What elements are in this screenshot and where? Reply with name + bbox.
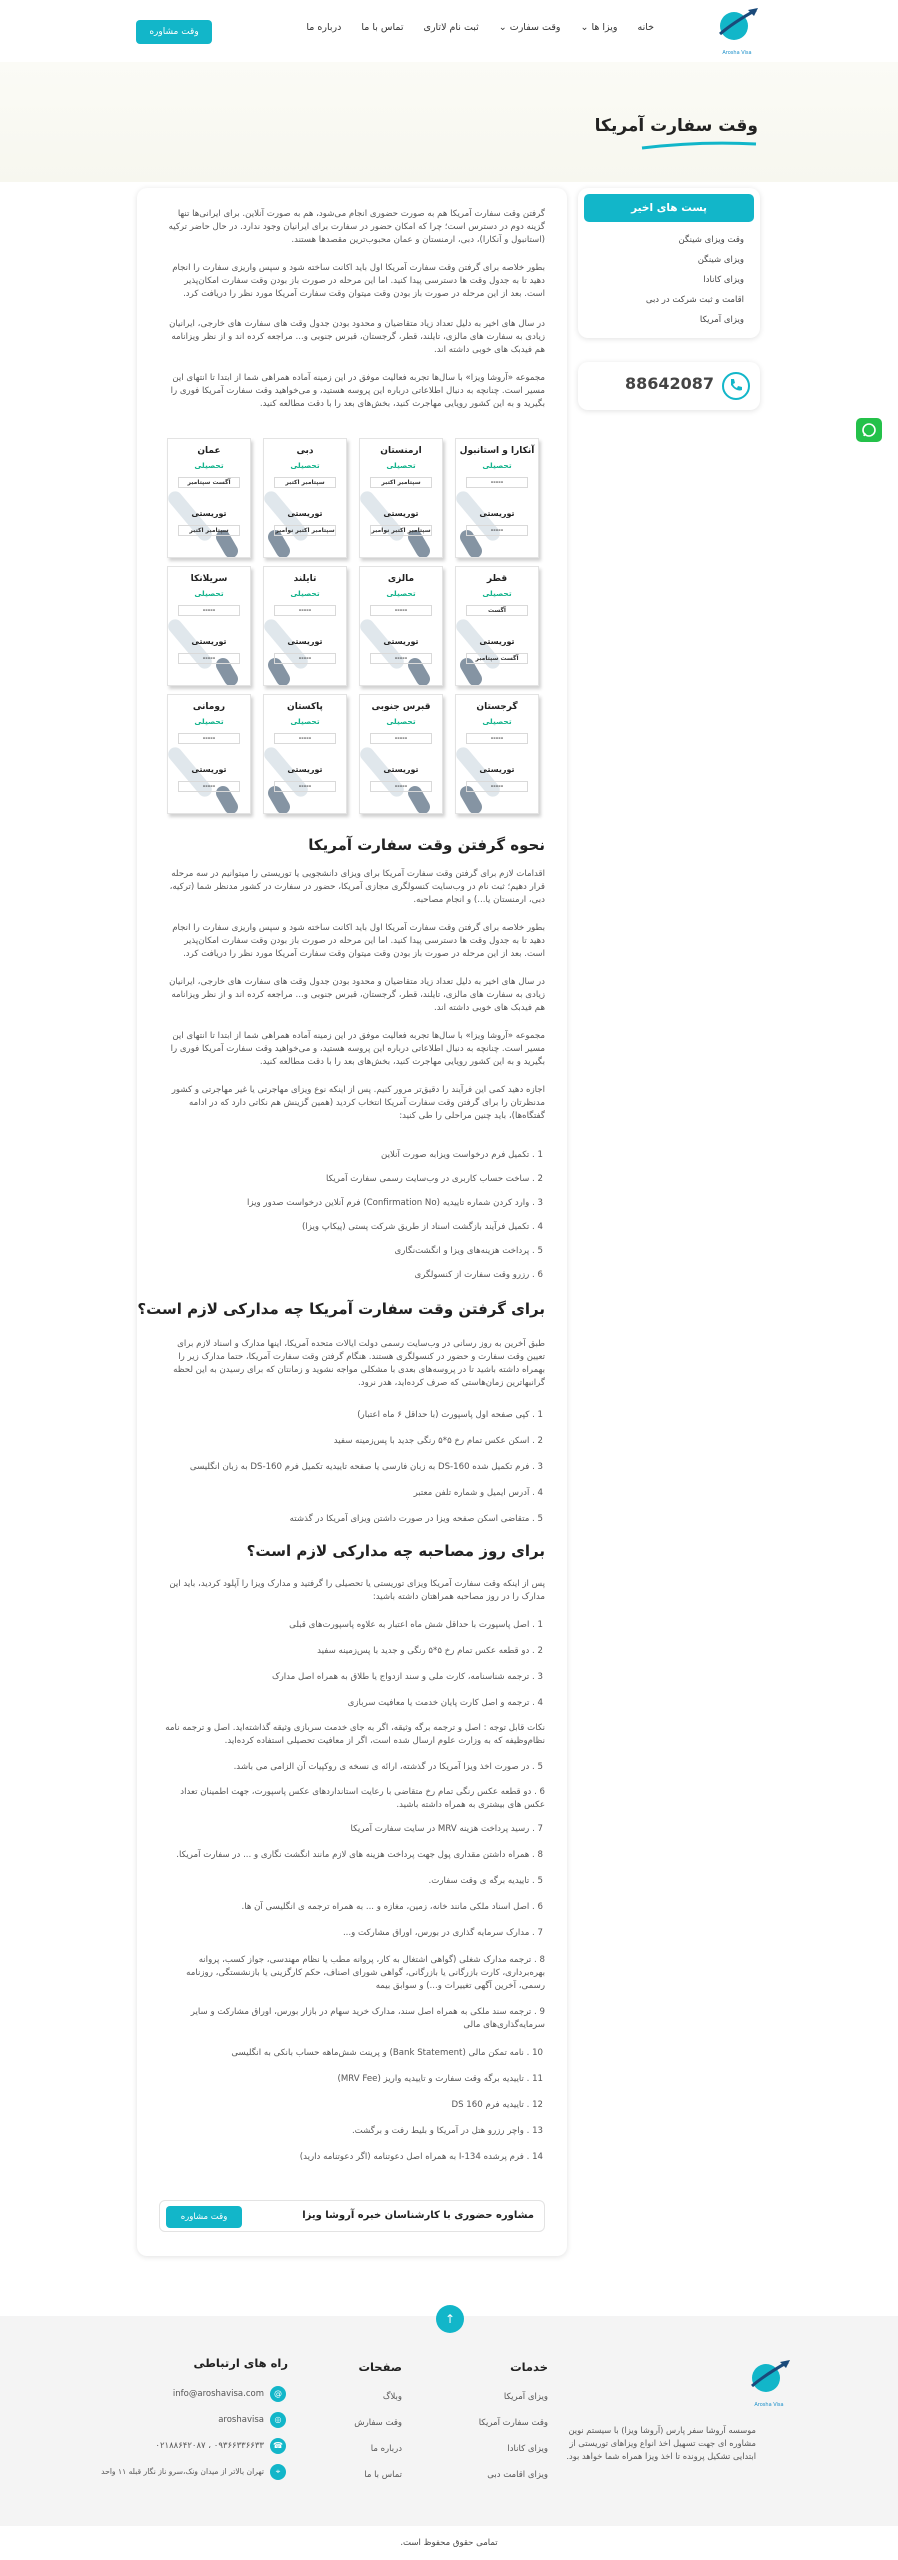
consult-button[interactable]: وقت مشاوره bbox=[136, 20, 212, 44]
hero-banner bbox=[0, 62, 898, 182]
how-step: 2 . ساخت حساب کاربری در وب‌سایت رسمی سفارت آمریکا bbox=[325, 1174, 543, 1184]
visa-months: ----- bbox=[178, 653, 240, 664]
interview-item: 10 . نامه تمکن مالی (Bank Statement) و پرینت شش‌ماهه حساب بانکی به انگلیسی bbox=[231, 2048, 543, 2058]
footer-services-title: خدمات bbox=[510, 2360, 548, 2374]
visa-type-student: تحصیلی bbox=[386, 589, 416, 598]
footer-logo[interactable] bbox=[744, 2356, 794, 2410]
nav-about[interactable]: درباره ما bbox=[306, 22, 342, 33]
visa-card bbox=[167, 566, 251, 686]
footer-address: تهران بالاتر از میدان ونک،سرو ناز نگار قبله ۱۱ واحد bbox=[101, 2467, 264, 2476]
heading-how: نحوه گرفتن وقت سفارت آمریکا bbox=[308, 836, 545, 854]
visa-months: ----- bbox=[178, 733, 240, 744]
visa-type-student: تحصیلی bbox=[482, 589, 512, 598]
footer-service-link[interactable]: ویزای اقامت دبی bbox=[487, 2470, 548, 2480]
interview-item: 8 . ترجمه مدارک شغلی (گواهی اشتغال به کار، پروانه مطب یا نظام مهندسی، جواز کسب، پروانه بهره‌برداری، کارت بازرگانی یا بازرگانی، گواهی شورای اصناف، حکم کارگزینی یا بازنشستگی، روزنامه رسمی، آخرین آگهی تغییرات و...) و سوابق بیمه bbox=[186, 1955, 545, 1991]
footer-service-link[interactable]: ویزای کانادا bbox=[507, 2444, 548, 2454]
visa-card bbox=[455, 694, 539, 814]
documents-paragraph: طبق آخرین به روز رسانی در وب‌سایت رسمی دولت ایالات متحده آمریکا، اینها مدارک و اسناد لازم برای تعیین وقت سفارت و حضور در کنسولگری هستند. هنگام گرفتن وقت سفارت آمریکا، حتما مدارک زیر را بهمراه داشته باشید تا در پروسه‌های بعدی با مشکلی مواجه نشوید و زمانتان که برای رسیدن به این لحظه گرانبهاترین زمان‌هاستی که صرف کرده‌اید، هدر نرود. bbox=[173, 1339, 545, 1388]
visa-card bbox=[455, 438, 539, 558]
visa-card-country: قطر bbox=[486, 574, 508, 584]
footer-pages-title: صفحات bbox=[358, 2360, 402, 2374]
document-item: 3 . فرم تکمیل شده DS-160 به زبان فارسی یا صفحه تاییدیه تکمیل فرم DS-160 به زبان انگلیسی bbox=[189, 1462, 543, 1472]
visa-months: آگست bbox=[466, 605, 528, 616]
visa-type-tourist: توریستی bbox=[287, 637, 323, 646]
visa-months: ----- bbox=[466, 733, 528, 744]
nav-visas[interactable]: ویزا ها ⌄ bbox=[580, 22, 618, 33]
visa-card bbox=[167, 438, 251, 558]
visa-type-student: تحصیلی bbox=[290, 461, 320, 470]
visa-type-student: تحصیلی bbox=[194, 589, 224, 598]
visa-card-country: آنکارا و استانبول bbox=[459, 446, 535, 456]
interview-item: 9 . ترجمه سند ملکی به همراه اصل سند، مدارک خرید سهام در بازار بورس، اوراق مشارکت و سایر سرمایه‌گذاری‌های مالی bbox=[190, 2007, 545, 2030]
location-icon: ⌖ bbox=[270, 2464, 286, 2480]
visa-type-tourist: توریستی bbox=[383, 765, 419, 774]
visa-type-tourist: توریستی bbox=[479, 765, 515, 774]
visa-type-student: تحصیلی bbox=[386, 717, 416, 726]
visa-months: ----- bbox=[370, 781, 432, 792]
visa-months: ----- bbox=[274, 653, 336, 664]
nav-embassy[interactable]: وقت سفارت ⌄ bbox=[498, 22, 561, 33]
visa-months: ----- bbox=[370, 733, 432, 744]
document-item: 1 . کپی صفحه اول پاسپورت (با حداقل ۶ ماه اعتبار) bbox=[357, 1410, 543, 1420]
footer-logo-caption: Arosha Visa bbox=[754, 2402, 784, 2408]
how-paragraph: در سال های اخیر به دلیل تعداد زیاد متقاضیان و محدود بودن جدول وقت های سفارت های خارجی، ایرانیان زیادی به سفارت های مالزی، تایلند، قطر، گرجستان، قبرس جنوبی و... مراجعه کرده اند و از نظر ویزانامه هم فیدبک های خوبی داشته اند. bbox=[169, 977, 545, 1013]
visa-months: ----- bbox=[178, 781, 240, 792]
recent-post-item[interactable]: ویزای آمریکا bbox=[699, 315, 744, 325]
visa-months: آگست سپتامبر bbox=[178, 477, 240, 488]
visa-card-country: قبرس جنوبی bbox=[371, 702, 431, 712]
phone-icon bbox=[722, 372, 750, 400]
copyright: تمامی حقوق محفوظ است. bbox=[0, 2526, 898, 2560]
visa-months: ----- bbox=[274, 781, 336, 792]
footer-page-link[interactable]: درباره ما bbox=[370, 2444, 402, 2454]
instagram-icon: ◎ bbox=[270, 2412, 286, 2428]
visa-months: ----- bbox=[274, 605, 336, 616]
recent-post-item[interactable]: ویزای شینگن bbox=[697, 255, 744, 265]
visa-type-tourist: توریستی bbox=[383, 509, 419, 518]
visa-card-country: پاکستان bbox=[287, 702, 323, 712]
footer-page-link[interactable]: وقت سفارش bbox=[354, 2418, 402, 2428]
footer-instagram[interactable]: aroshavisa bbox=[218, 2415, 264, 2425]
visa-type-student: تحصیلی bbox=[194, 461, 224, 470]
visa-card bbox=[359, 694, 443, 814]
visa-card bbox=[359, 566, 443, 686]
footer-email[interactable]: info@aroshavisa.com bbox=[172, 2389, 264, 2399]
visa-card-country: مالزی bbox=[387, 574, 415, 584]
footer-about: موسسه آروشا سفر پارس (آروشا ویزا) با سیستم نوین مشاوره ای جهت تسهیل اخذ انواع ویزاهای توریستی از ابتدایی تشکیل پرونده تا اخذ ویزا همراه شما خواهد بود. bbox=[566, 2425, 756, 2461]
interview-item: 7 . مدارک سرمایه گذاری در بورس، اوراق مشارکت و... bbox=[342, 1928, 543, 1938]
page-title: وقت سفارت آمریکا bbox=[594, 116, 758, 136]
how-paragraph: اقدامات لازم برای گرفتن وقت سفارت آمریکا برای ویزای دانشجویی یا توریستی را میتوانیم در سه مرحله قرار دهیم؛ ثبت نام در وب‌سایت کنسولگری مجازی آمریکا، حضور در سفارت در کشور مدنظر شما (ترکیه، دبی، ارمنستان یا...) و انجام مصاحبه. bbox=[169, 869, 545, 905]
visa-months: ----- bbox=[370, 605, 432, 616]
recent-posts-list bbox=[646, 230, 744, 330]
how-step: 5 . پرداخت هزینه‌های ویزا و انگشت‌نگاری bbox=[394, 1246, 543, 1256]
interview-item: 5 . در صورت اخذ ویزا آمریکا در گذشته، ارائه ی نسخه ی روکپیات آن الزامی می باشد. bbox=[233, 1762, 543, 1772]
visa-card bbox=[263, 566, 347, 686]
how-paragraph: مجموعه «آروشا ویزا» با سال‌ها تجربه فعالیت موفق در این زمینه آماده همراهی شما از ابتدا تا انتهای این مسیر است. چنانچه به دنبال اطلاعاتی درباره این پروسه هستید، و می‌خواهید وقت سفارت آمریکا فوری را بگیرید و به این کشور رویایی مهاجرت کنید، بخش‌های بعد را با دقت مطالعه کنید. bbox=[170, 1031, 545, 1067]
whatsapp-icon[interactable] bbox=[856, 418, 882, 442]
visa-card bbox=[263, 438, 347, 558]
intro-paragraph: مجموعه «آروشا ویزا» با سال‌ها تجربه فعالیت موفق در این زمینه آماده همراهی شما از ابتدا تا انتهای این مسیر است. چنانچه به دنبال اطلاعاتی درباره این پروسه هستید، و می‌خواهید وقت سفارت آمریکا فوری را بگیرید و به این کشور رویایی مهاجرت کنید، بخش‌های بعد را با دقت مطالعه کنید. bbox=[170, 373, 545, 409]
visa-card-country: رومانی bbox=[192, 702, 226, 712]
footer-page-link[interactable]: وبلاگ bbox=[382, 2392, 402, 2402]
footer-contact-title: راه های ارتباطی bbox=[193, 2356, 288, 2370]
visa-type-student: تحصیلی bbox=[386, 461, 416, 470]
nav-home[interactable]: خانه bbox=[637, 22, 654, 33]
intro-paragraph: گرفتن وقت سفارت آمریکا هم به صورت حضوری انجام می‌شود، هم به صورت آنلاین. برای ایرانی‌ها تنها گزینه دوم در دسترس است؛ چرا که امکان حضور در سفارت برای ایرانیان وجود ندارد. در حال حاضر ترکیه (استانبول و آنکارا)، دبی، ارمنستان و عمان محبوب‌ترین مقصدها هستند. bbox=[168, 209, 545, 245]
interview-note: نکات قابل توجه : اصل و ترجمه برگه وثیقه، اگر به جای خدمت سربازی وثیقه گذاشته‌اید. اصل و ترجمه نامه نظام‌وظیفه که به وزارت علوم ارسال شده است، اگر از معافیت تحصیلی استفاده کرده‌اید. bbox=[165, 1723, 545, 1746]
visa-type-student: تحصیلی bbox=[290, 717, 320, 726]
visa-type-student: تحصیلی bbox=[482, 717, 512, 726]
visa-months: سپتامبر اکتبر نوامبر bbox=[275, 527, 335, 534]
interview-item: 7 . رسید پرداخت هزینه MRV در سایت سفارت آمریکا bbox=[350, 1824, 543, 1834]
recent-post-item[interactable]: وقت ویزای شینگن bbox=[678, 235, 744, 245]
visa-type-tourist: توریستی bbox=[287, 765, 323, 774]
footer-service-link[interactable]: ویزای آمریکا bbox=[503, 2392, 548, 2402]
interview-item: 1 . اصل پاسپورت با حداقل شش ماه اعتبار به علاوه پاسپورت‌های قبلی bbox=[289, 1620, 543, 1630]
visa-card bbox=[359, 438, 443, 558]
recent-posts-card bbox=[578, 188, 760, 338]
footer-page-link[interactable]: تماس با ما bbox=[364, 2470, 402, 2480]
visa-card-country: ارمنستان bbox=[380, 446, 422, 456]
interview-item: 14 . فرم پرشده I-134 به همراه اصل دعوتنامه (اگر دعوتنامه دارید) bbox=[299, 2152, 543, 2162]
email-icon: @ bbox=[270, 2386, 286, 2402]
visa-months: سپتامبر اکتبر bbox=[178, 525, 240, 536]
visa-type-tourist: توریستی bbox=[191, 509, 227, 518]
visa-card-country: تایلند bbox=[293, 574, 317, 584]
interview-item: 3 . ترجمه شناسنامه، کارت ملی و سند ازدواج یا طلاق به همراه اصل مدارک bbox=[271, 1672, 543, 1682]
visa-months: سپتامبر اکتبر نوامبر bbox=[371, 527, 431, 534]
visa-type-tourist: توریستی bbox=[191, 765, 227, 774]
how-step: 1 . تکمیل فرم درخواست ویزابه صورت آنلاین bbox=[381, 1150, 543, 1160]
heading-documents: برای گرفتن وقت سفارت آمریکا چه مدارکی لازم است؟ bbox=[137, 1300, 545, 1318]
visa-type-student: تحصیلی bbox=[194, 717, 224, 726]
intro-paragraph: بطور خلاصه برای گرفتن وقت سفارت آمریکا اول باید اکانت ساخته شود و سپس واریزی سفارت را انجام دهید تا به جدول وقت ها دسترسی پیدا کنید. اما این مرحله در صورت باز بودن وقت سفارت امکان‌پذیر است. بعد از این مرحله در صورت باز بودن وقت میتوان وقت سفارت آمریکا مورد نظر را دریافت کرد. bbox=[172, 263, 545, 299]
nav-contact[interactable]: تماس با ما bbox=[361, 22, 404, 33]
site-footer bbox=[0, 2316, 898, 2526]
interview-item: 4 . ترجمه و اصل کارت پایان خدمت یا معافیت سربازی bbox=[347, 1698, 543, 1708]
visa-card bbox=[263, 694, 347, 814]
visa-type-tourist: توریستی bbox=[479, 637, 515, 646]
nav-lottery[interactable]: ثبت نام لاتاری bbox=[423, 22, 479, 33]
recent-posts-title: پست های اخیر bbox=[584, 194, 754, 222]
phone-icon: ☎ bbox=[270, 2438, 286, 2454]
document-item: 4 . آدرس ایمیل و شماره تلفن معتبر bbox=[413, 1488, 543, 1498]
recent-post-item[interactable]: ویزای کانادا bbox=[703, 275, 744, 285]
consult-box bbox=[159, 2200, 545, 2232]
interview-item: 2 . دو قطعه عکس تمام رخ ۵*۵ رنگی و جدید با پس‌زمینه سفید bbox=[317, 1646, 543, 1656]
logo-caption: Arosha Visa bbox=[722, 50, 752, 56]
interview-item: 5 . تاییدیه برگه ی وقت سفارت. bbox=[428, 1876, 543, 1886]
visa-card bbox=[455, 566, 539, 686]
how-paragraph: بطور خلاصه برای گرفتن وقت سفارت آمریکا اول باید اکانت ساخته شود و سپس واریزی سفارت را انجام دهید تا به جدول وقت ها دسترسی پیدا کنید. اما این مرحله در صورت باز بودن وقت سفارت امکان‌پذیر است. بعد از این مرحله در صورت باز بودن وقت میتوان وقت سفارت آمریکا مورد نظر را دریافت کرد. bbox=[172, 923, 545, 959]
visa-type-tourist: توریستی bbox=[383, 637, 419, 646]
visa-card-country: عمان bbox=[197, 446, 221, 456]
visa-card-country: سریلانکا bbox=[190, 574, 228, 584]
article-card bbox=[137, 188, 567, 2256]
how-step: 4 . تکمیل فرآیند بازگشت اسناد از طریق شرکت پستی (پیکاپ ویزا) bbox=[302, 1222, 543, 1232]
site-header bbox=[0, 0, 898, 62]
main-nav bbox=[306, 22, 654, 33]
phone-number: 88642087 bbox=[624, 374, 714, 393]
visa-months: سپتامبر اکتبر bbox=[370, 477, 432, 488]
visa-months: ----- bbox=[466, 477, 528, 488]
footer-service-link[interactable]: وقت سفارت آمریکا bbox=[478, 2418, 548, 2428]
visa-months: ----- bbox=[274, 733, 336, 744]
how-step: 3 . وارد کردن شماره تاییدیه (Confirmation No) فرم آنلاین درخواست صدور ویزا bbox=[247, 1198, 543, 1208]
visa-type-student: تحصیلی bbox=[482, 461, 512, 470]
visa-card-country: گرجستان bbox=[476, 702, 518, 712]
how-step: 6 . رزرو وقت سفارت از کنسولگری bbox=[414, 1270, 543, 1280]
interview-item: 11 . تاییدیه برگه وقت سفارت و تاییدیه واریز (MRV Fee) bbox=[337, 2074, 543, 2084]
footer-phones[interactable]: ۰۹۳۶۶۳۳۶۶۳۳ ، ۰۲۱۸۸۶۴۲۰۸۷ bbox=[155, 2441, 264, 2451]
interview-paragraph: پس از اینکه وقت سفارت آمریکا ویزای توریستی یا تحصیلی را گرفتید و مدارک ویزا را آپلود کردید، باید این مدارک را در روز مصاحبه همراهتان داشته باشید: bbox=[169, 1579, 545, 1602]
interview-item: 6 . دو قطعه عکس رنگی تمام رخ متقاضی با رعایت استانداردهای عکس پاسپورت، جهت اطمینان تعداد عکس های بیشتری به همراه داشته باشید. bbox=[180, 1787, 545, 1810]
visa-months: ----- bbox=[466, 781, 528, 792]
visa-months: ----- bbox=[178, 605, 240, 616]
visa-appointment-grid bbox=[167, 438, 539, 818]
interview-item: 12 . تاییدیه فرم DS 160 bbox=[451, 2100, 543, 2110]
visa-months: آگست سپتامبر bbox=[466, 653, 528, 664]
visa-months: ----- bbox=[466, 525, 528, 536]
visa-months: ----- bbox=[370, 653, 432, 664]
back-to-top-button[interactable]: ↑ bbox=[436, 2305, 464, 2333]
interview-item: 13 . واچر رزرو هتل در آمریکا و بلیط رفت و برگشت. bbox=[351, 2126, 543, 2136]
interview-item: 8 . همراه داشتن مقداری پول جهت پرداخت هزینه های لازم مانند انگشت نگاری و ... در سفارت آمریکا. bbox=[176, 1850, 543, 1860]
document-item: 2 . اسکن عکس تمام رخ ۵*۵ رنگی جدید با پس‌زمینه سفید bbox=[333, 1436, 543, 1446]
visa-type-tourist: توریستی bbox=[191, 637, 227, 646]
visa-type-student: تحصیلی bbox=[290, 589, 320, 598]
interview-item: 6 . اصل اسناد ملکی مانند خانه، زمین، مغازه و ... به همراه ترجمه ی انگلیسی آن ها. bbox=[241, 1902, 543, 1912]
visa-type-tourist: توریستی bbox=[287, 509, 323, 518]
consult-cta-button[interactable]: وقت مشاوره bbox=[166, 2206, 242, 2228]
visa-months: سپتامبر اکتبر bbox=[274, 477, 336, 488]
recent-post-item[interactable]: اقامت و ثبت شرکت در دبی bbox=[645, 295, 744, 305]
consult-text: مشاوره حضوری با کارشناسان خبره آروشا ویزا bbox=[302, 2210, 534, 2221]
how-paragraph: اجازه دهید کمی این فرآیند را دقیق‌تر مرور کنیم. پس از اینکه نوع ویزای مهاجرتی یا غیر مهاجرتی و کشور مدنظرتان را برای گرفتن وقت سفارت آمریکا انتخاب کردید (همین گزینش هم نکاتی دارد که در ادامه گفتگاه‌ها)، باید چنین مراحلی را طی کنید: bbox=[171, 1085, 545, 1121]
document-item: 5 . متقاضی اسکن صفحه ویزا در صورت داشتن ویزای آمریکا در گذشته bbox=[289, 1514, 543, 1524]
arosha-logo[interactable] bbox=[712, 4, 762, 58]
visa-type-tourist: توریستی bbox=[479, 509, 515, 518]
phone-card[interactable] bbox=[578, 362, 760, 410]
title-underline bbox=[640, 140, 758, 150]
heading-interview: برای روز مصاحبه چه مدارکی لازم است؟ bbox=[246, 1542, 545, 1560]
intro-paragraph: در سال های اخیر به دلیل تعداد زیاد متقاضیان و محدود بودن جدول وقت های سفارت های خارجی، ایرانیان زیادی به سفارت های مالزی، تایلند، قطر، گرجستان، قبرس جنوبی و... مراجعه کرده اند و از نظر ویزانامه هم فیدبک های خوبی داشته اند. bbox=[169, 319, 545, 355]
visa-card-country: دبی bbox=[296, 446, 314, 456]
visa-card bbox=[167, 694, 251, 814]
